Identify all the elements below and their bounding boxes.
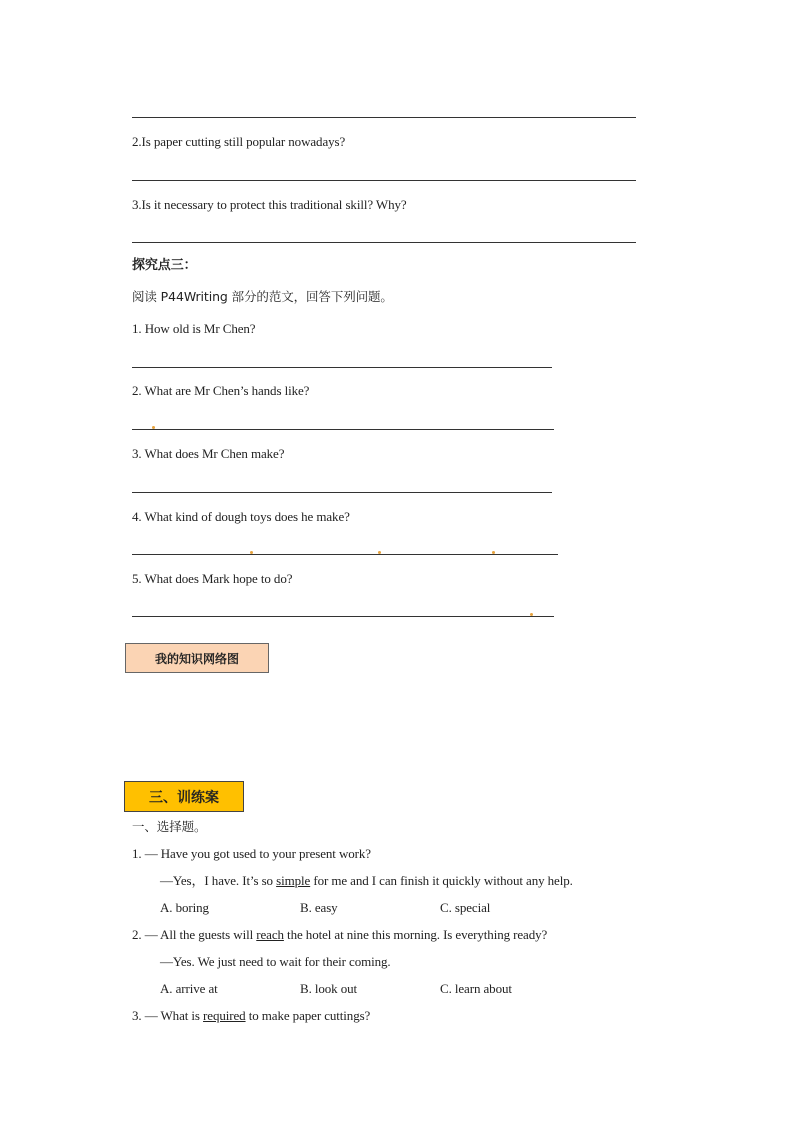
answer-line[interactable] <box>132 242 636 243</box>
blank-separator-dot <box>492 551 495 554</box>
option-a[interactable]: A. arrive at <box>160 981 218 996</box>
answer-line[interactable] <box>132 492 552 493</box>
answer-line[interactable] <box>132 367 552 368</box>
option-b[interactable]: B. easy <box>300 900 338 915</box>
question-text <box>132 927 547 943</box>
exercise-heading: 一、选择题。 <box>132 819 207 834</box>
question-text: 2.Is paper cutting still popular nowadays? <box>132 134 346 149</box>
question-text: 1. How old is Mr Chen? <box>132 321 256 336</box>
training-section-badge: 三、训练案 <box>124 781 244 812</box>
section-instruction: 阅读 P44Writing 部分的范文，回答下列问题。 <box>132 289 393 304</box>
keyword-underlined: simple <box>276 873 311 888</box>
keyword-underlined: required <box>203 1008 246 1023</box>
question-text <box>132 1008 370 1024</box>
question-text: 5. What does Mark hope to do? <box>132 571 293 586</box>
question-post: the hotel at nine this morning. Is everything ready? <box>283 927 548 942</box>
knowledge-network-badge: 我的知识网络图 <box>125 643 269 673</box>
section-heading: 探究点三： <box>132 258 197 273</box>
blank-separator-dot <box>378 551 381 554</box>
option-c[interactable]: C. special <box>440 900 491 915</box>
answer-line[interactable] <box>132 554 558 555</box>
answer-text <box>160 873 573 889</box>
option-a[interactable]: A. boring <box>160 900 209 915</box>
keyword-underlined: reach <box>256 927 284 942</box>
blank-separator-dot <box>530 613 533 616</box>
answer-line[interactable] <box>132 429 554 430</box>
answer-line[interactable] <box>132 117 636 118</box>
question-pre: 2. — All the guests will <box>132 927 257 942</box>
question-text: 3. What does Mr Chen make? <box>132 446 285 461</box>
question-post: to make paper cuttings? <box>245 1008 371 1023</box>
blank-separator-dot <box>250 551 253 554</box>
answer-line[interactable] <box>132 616 554 617</box>
option-c[interactable]: C. learn about <box>440 981 512 996</box>
answer-text: —Yes. We just need to wait for their coming. <box>160 954 391 969</box>
answer-line[interactable] <box>132 180 636 181</box>
option-b[interactable]: B. look out <box>300 981 358 996</box>
answer-post: for me and I can finish it quickly without any help. <box>310 873 573 888</box>
question-text: 1. — Have you got used to your present work? <box>132 846 371 861</box>
answer-pre: —Yes，I have. It’s so <box>160 873 277 888</box>
question-text: 2. What are Mr Chen’s hands like? <box>132 383 310 398</box>
question-text: 3.Is it necessary to protect this traditional skill? Why? <box>132 197 407 212</box>
question-pre: 3. — What is <box>132 1008 204 1023</box>
blank-separator-dot <box>152 426 155 429</box>
question-text: 4. What kind of dough toys does he make? <box>132 509 350 524</box>
